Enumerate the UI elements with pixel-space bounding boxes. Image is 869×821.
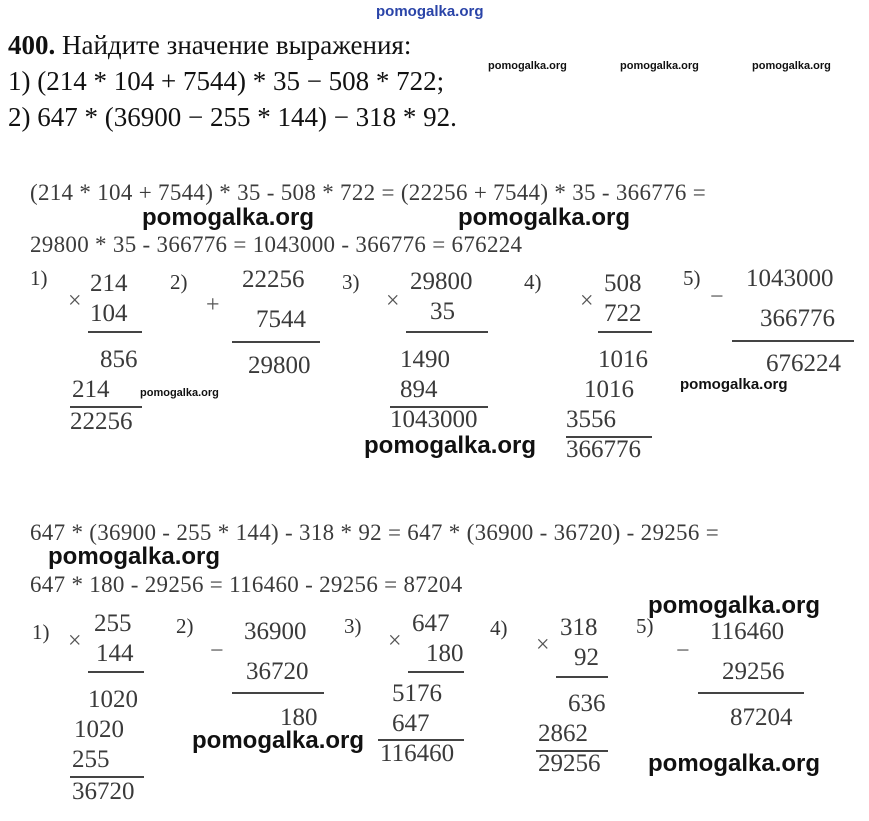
operand: 36900 (244, 618, 307, 645)
step-label: 4) (524, 270, 542, 294)
operand: 7544 (256, 306, 306, 333)
operand: 29800 (410, 268, 473, 295)
partial-product: 856 (100, 346, 138, 373)
operand: 92 (574, 644, 599, 671)
multiply-sign: × (536, 632, 550, 658)
watermark-large[interactable]: pomogalka.org (142, 204, 315, 231)
divider-line (232, 341, 320, 343)
divider-line (232, 692, 324, 694)
partial-product: 1490 (400, 346, 450, 373)
partial-product: 1020 (88, 686, 138, 713)
partial-product: 636 (568, 690, 606, 717)
operand: 318 (560, 614, 598, 641)
task-line-1: 1) (214 * 104 + 7544) * 35 − 508 * 722; (8, 66, 445, 96)
step-label: 3) (344, 614, 362, 638)
operand: 116460 (710, 618, 785, 645)
part2-equation-line-1: 647 * (36900 - 255 * 144) - 318 * 92 = 647 * (36900 - 36720) - 29256 = (30, 520, 719, 545)
partial-product: 1016 (584, 376, 634, 403)
partial-product: 255 (72, 746, 110, 773)
multiply-sign: × (388, 628, 402, 654)
operand: 29256 (722, 658, 785, 685)
operand: 35 (430, 298, 455, 325)
watermark-small[interactable]: pomogalka.org (140, 387, 219, 399)
watermark-large[interactable]: pomogalka.org (458, 204, 631, 231)
multiply-sign: × (580, 288, 594, 314)
step-label: 1) (32, 620, 50, 644)
minus-sign: − (710, 284, 724, 310)
watermark-medium[interactable]: pomogalka.org (680, 376, 788, 393)
partial-product: 1016 (598, 346, 648, 373)
watermark-large[interactable]: pomogalka.org (648, 750, 821, 777)
operand: 508 (604, 270, 642, 297)
result: 87204 (730, 704, 793, 731)
result: 180 (280, 704, 318, 731)
operand: 366776 (760, 305, 835, 332)
result: 1043000 (390, 406, 478, 433)
operand: 1043000 (746, 265, 834, 292)
partial-product: 1020 (74, 716, 124, 743)
divider-line (88, 331, 142, 333)
result: 29256 (538, 750, 601, 777)
multiply-sign: × (386, 288, 400, 314)
step-label: 1) (30, 266, 48, 290)
multiply-sign: × (68, 288, 82, 314)
step-label: 4) (490, 616, 508, 640)
watermark-large[interactable]: pomogalka.org (364, 432, 537, 459)
result: 29800 (248, 352, 311, 379)
result: 116460 (380, 740, 455, 767)
multiply-sign: × (68, 628, 82, 654)
part1-equation-line-1: (214 * 104 + 7544) * 35 - 508 * 722 = (22256 + 7544) * 35 - 366776 = (30, 180, 706, 205)
watermark-large[interactable]: pomogalka.org (648, 592, 821, 619)
divider-line (406, 331, 488, 333)
partial-product: 647 (392, 710, 430, 737)
partial-product: 894 (400, 376, 438, 403)
watermark-small[interactable]: pomogalka.org (752, 60, 831, 72)
watermark-top[interactable]: pomogalka.org (376, 3, 484, 20)
watermark-small[interactable]: pomogalka.org (620, 60, 699, 72)
partial-product: 2862 (538, 720, 588, 747)
divider-line (698, 692, 804, 694)
step-label: 2) (176, 614, 194, 638)
result: 366776 (566, 436, 641, 463)
watermark-large[interactable]: pomogalka.org (192, 727, 365, 754)
partial-product: 214 (72, 376, 110, 403)
step-label: 5) (636, 614, 654, 638)
part1-equation-line-2: 29800 * 35 - 366776 = 1043000 - 366776 = 676224 (30, 232, 523, 257)
watermark-small[interactable]: pomogalka.org (488, 60, 567, 72)
minus-sign: − (210, 638, 224, 664)
part2-equation-line-2: 647 * 180 - 29256 = 116460 - 29256 = 87204 (30, 572, 463, 597)
operand: 255 (94, 610, 132, 637)
operand: 104 (90, 300, 128, 327)
operand: 722 (604, 300, 642, 327)
step-label: 2) (170, 270, 188, 294)
task-title: Найдите значение выражения: (62, 30, 412, 60)
plus-sign: + (206, 292, 220, 318)
divider-line (732, 340, 854, 342)
task-line-2: 2) 647 * (36900 − 255 * 144) − 318 * 92. (8, 102, 457, 132)
partial-product: 5176 (392, 680, 442, 707)
task-heading (8, 30, 411, 61)
result: 22256 (70, 408, 133, 435)
operand: 22256 (242, 266, 305, 293)
divider-line (556, 676, 608, 678)
divider-line (88, 671, 144, 673)
divider-line (598, 331, 652, 333)
step-label: 3) (342, 270, 360, 294)
divider-line (408, 671, 464, 673)
result: 676224 (766, 350, 841, 377)
step-label: 5) (683, 266, 701, 290)
result: 36720 (72, 778, 135, 805)
operand: 214 (90, 270, 128, 297)
operand: 180 (426, 640, 464, 667)
operand: 647 (412, 610, 450, 637)
task-number: 400. (8, 30, 56, 60)
minus-sign: − (676, 638, 690, 664)
operand: 144 (96, 640, 134, 667)
partial-product: 3556 (566, 406, 616, 433)
operand: 36720 (246, 658, 309, 685)
watermark-large[interactable]: pomogalka.org (48, 543, 221, 570)
